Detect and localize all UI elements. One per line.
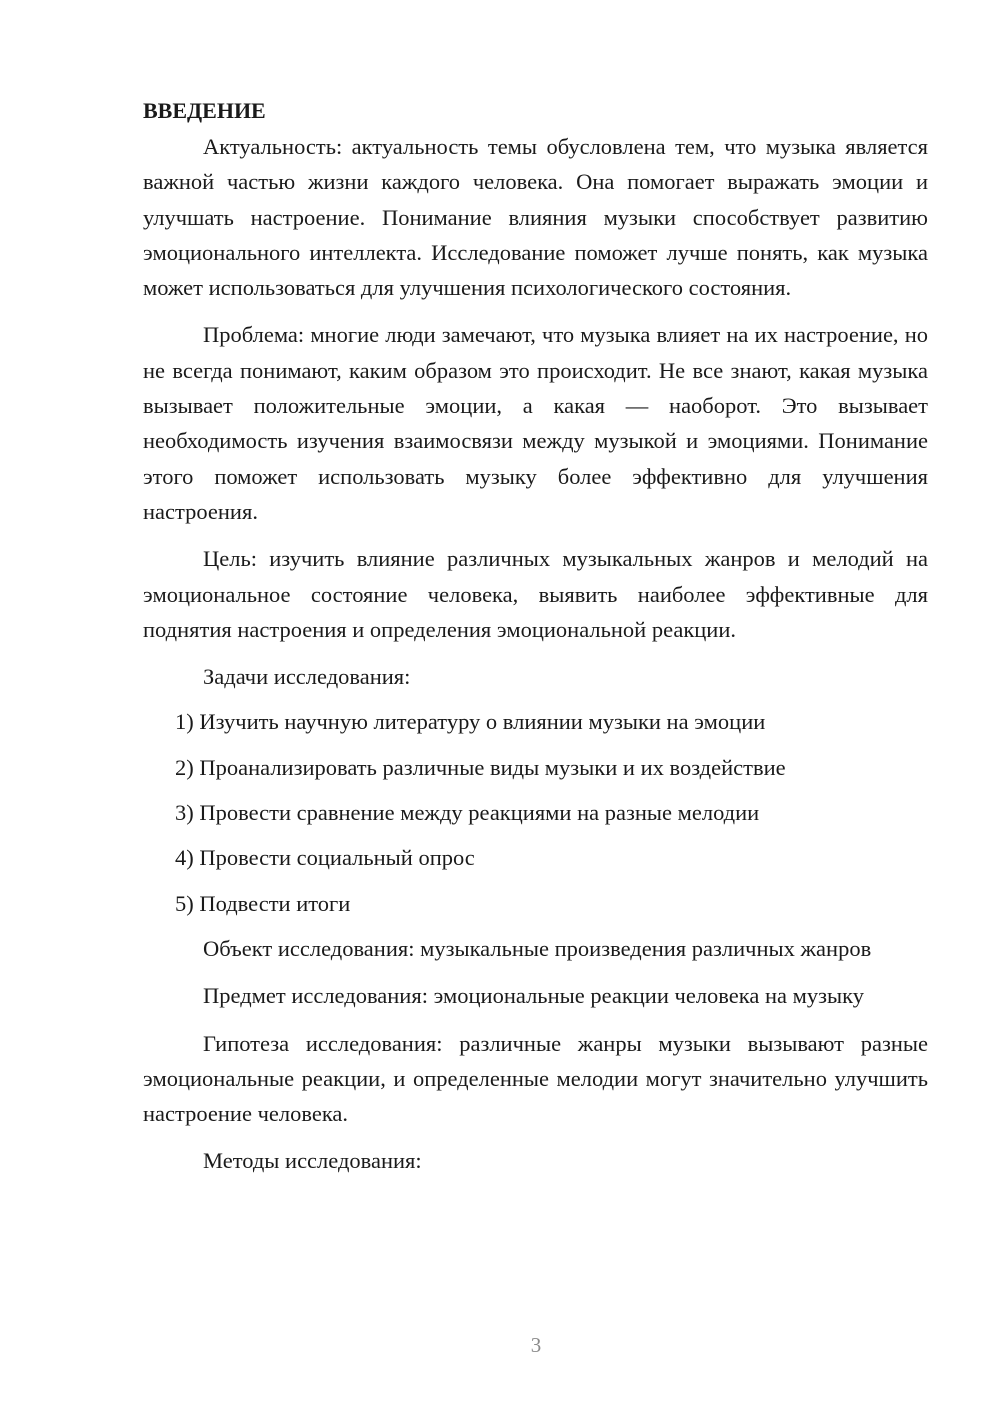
page-title: ВВЕДЕНИЕ (143, 98, 266, 123)
hypothesis-paragraph: Гипотеза исследования: различные жанры музыки вызывают разные эмоциональные реакции, и определенные мелодии могут значительно улучшить настроение человека. (143, 1030, 928, 1127)
goal-paragraph: Цель: изучить влияние различных музыкальных жанров и мелодий на эмоциональное состояние человека, выявить наиболее эффективные для поднятия настроения и определения эмоциональной реакции. (143, 546, 928, 642)
task-item: 2) Проанализировать различные виды музыки и их воздействие (175, 754, 786, 780)
task-item: 5) Подвести итоги (175, 890, 351, 916)
relevance-paragraph: Актуальность: актуальность темы обусловлена тем, что музыка является важной частью жизни каждого человека. Она помогает выражать эмоции и улучшать настроение. Понимание влияния музыки способствует развитию эмоционального интеллекта. Исследование поможет лучше понять, как музыка может использоваться для улучшения психологического состояния. (143, 134, 928, 301)
task-item: 3) Провести сравнение между реакциями на разные мелодии (175, 800, 760, 826)
task-item: 4) Провести социальный опрос (175, 845, 475, 871)
task-item: 1) Изучить научную литературу о влиянии музыки на эмоции (175, 709, 766, 735)
problem-paragraph: Проблема: многие люди замечают, что музыка влияет на их настроение, но не всегда понимают, каким образом это происходит. Не все знают, какая музыка вызывает положительные эмоции, а какая — наоборот. Это вызывает необходимость изучения взаимосвязи между музыкой и эмоциями. Понимание этого поможет использовать музыку более эффективно для улучшения настроения. (143, 322, 928, 524)
tasks-heading: Задачи исследования: (203, 664, 411, 690)
object-paragraph: Объект исследования: музыкальные произведения различных жанров (203, 935, 872, 961)
page-number: 3 (530, 1333, 542, 1357)
page-content (143, 92, 928, 1189)
subject-paragraph: Предмет исследования: эмоциональные реакции человека на музыку (203, 983, 864, 1009)
tasks-list (143, 704, 928, 920)
methods-heading: Методы исследования: (203, 1148, 422, 1174)
